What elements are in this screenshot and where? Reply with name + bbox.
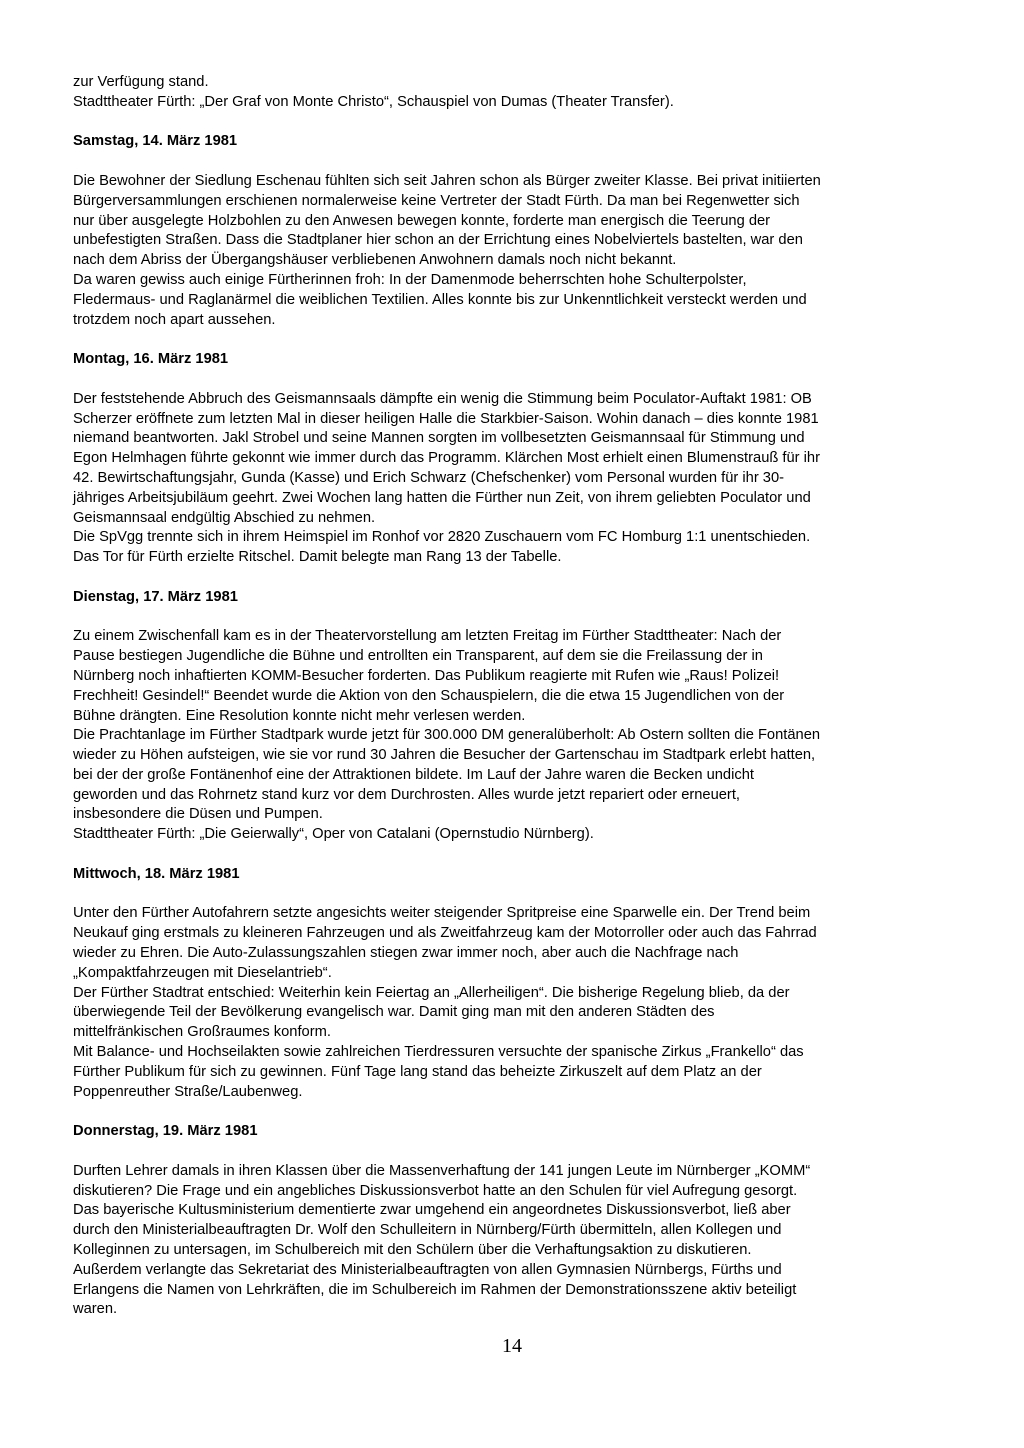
day-section	[73, 865, 969, 1103]
text-line: waren.	[73, 1301, 118, 1318]
paragraph	[73, 984, 969, 1043]
text-line: niemand beantworten. Jakl Strobel und seine Mannen sorgten im vollbesetzten Geismannsaal für Stimmung und	[73, 430, 805, 447]
text-line: Mit Balance- und Hochseilakten sowie zahlreichen Tierdressuren versuchte der spanische Zirkus „Frankello“ das	[73, 1044, 804, 1061]
paragraph	[73, 390, 969, 529]
text-line: nach dem Abriss der Übergangshäuser verbliebenen Anwohnern damals noch nicht bekannt.	[73, 252, 677, 269]
paragraph	[73, 172, 969, 271]
text-line: bei der der große Fontänenhof eine der Attraktionen bildete. Im Lauf der Jahre waren die Becken undicht	[73, 766, 754, 783]
text-line: geworden und das Rohrnetz stand kurz vor dem Durchrosten. Alles wurde jetzt repariert oder erneuert,	[73, 786, 740, 803]
text-line: Fledermaus- und Raglanärmel die weiblichen Textilien. Alles konnte bis zur Unkenntlichkeit versteckt werden und	[73, 291, 807, 308]
day-section	[73, 588, 969, 845]
text-line: Fürther Publikum für sich zu gewinnen. Fünf Tage lang stand das beheizte Zirkuszelt auf dem Platz an der	[73, 1063, 762, 1080]
section-heading: Donnerstag, 19. März 1981	[73, 1123, 258, 1140]
section-heading: Dienstag, 17. März 1981	[73, 588, 238, 605]
text-line: jähriges Arbeitsjubiläum geehrt. Zwei Wochen lang hatten die Fürther nun Zeit, von ihrem geliebten Poculator und	[73, 489, 811, 506]
text-line: Pause bestiegen Jugendliche die Bühne und entrollten ein Transparent, auf dem sie die Freilassung der in	[73, 648, 763, 665]
text-line: durch den Ministerialbeauftragten Dr. Wolf den Schulleitern in Nürnberg/Fürth übermitteln, allen Kollegen und	[73, 1222, 782, 1239]
paragraph	[73, 1162, 969, 1320]
text-line: Unter den Fürther Autofahrern setzte angesichts weiter steigender Spritpreise eine Sparwelle ein. Der Trend beim	[73, 905, 811, 922]
text-line: zur Verfügung stand.	[73, 74, 209, 90]
text-line: Der feststehende Abbruch des Geismannsaals dämpfte ein wenig die Stimmung beim Poculator-Auftakt 1981: OB	[73, 390, 812, 407]
day-section	[73, 350, 969, 568]
text-line: Die SpVgg trennte sich in ihrem Heimspiel im Ronhof vor 2820 Zuschauern vom FC Homburg 1:1 unentschieden.	[73, 529, 811, 546]
text-line: überwiegende Teil der Bevölkerung evangelisch war. Damit ging man mit den anderen Städten des	[73, 1004, 715, 1021]
paragraph	[73, 1043, 969, 1102]
text-line: trotzdem noch apart aussehen.	[73, 311, 276, 328]
text-line: Das bayerische Kultusministerium dementierte zwar umgehend ein angeordnetes Diskussionsverbot, ließ aber	[73, 1202, 791, 1219]
text-line: mittelfränkischen Großraumes konform.	[73, 1024, 331, 1041]
paragraph	[73, 528, 969, 568]
paragraph	[73, 627, 969, 726]
text-line: nur über ausgelegte Holzbohlen zu den Anwesen bewegen konnte, forderte man energisch die Teerung der	[73, 212, 771, 229]
paragraph	[73, 726, 969, 825]
page-number: 14	[502, 1335, 522, 1357]
text-line: Kolleginnen zu untersagen, im Schulbereich mit den Schülern über die Verhaftungsaktion zu diskutieren.	[73, 1242, 752, 1259]
text-line: Scherzer eröffnete zum letzten Mal in dieser heiligen Halle die Starkbier-Saison. Wohin danach – dies konnte 1981	[73, 410, 819, 427]
text-line: Bürgerversammlungen erschienen normalerweise keine Vertreter der Stadt Fürth. Da man bei Regenwetter sich	[73, 192, 800, 209]
text-line: Die Bewohner der Siedlung Eschenau fühlten sich seit Jahren schon als Bürger zweiter Klasse. Bei privat initiierten	[73, 172, 821, 189]
section-heading: Montag, 16. März 1981	[73, 351, 229, 368]
text-line: unbefestigten Straßen. Dass die Stadtplaner hier schon an der Errichtung eines Nobelviertels bastelten, war den	[73, 232, 803, 249]
paragraph	[73, 904, 969, 983]
paragraph	[73, 271, 969, 330]
text-line: Da waren gewiss auch einige Fürtherinnen froh: In der Damenmode beherrschten hohe Schulterpolster,	[73, 271, 747, 288]
text-line: Neukauf ging erstmals zu kleineren Fahrzeugen und als Zweitfahrzeug kam der Motorroller oder auch das Fahrrad	[73, 925, 817, 942]
text-line: Frechheit! Gesindel!“ Beendet wurde die Aktion von den Schauspielern, die die etwa 15 Jugendlichen von der	[73, 687, 785, 704]
text-line: wieder zu Höhen aufsteigen, wie sie vor rund 30 Jahren die Besucher der Gartenschau im Stadtpark erlebt hatten,	[73, 747, 816, 764]
document-content	[73, 73, 969, 1320]
section-heading: Mittwoch, 18. März 1981	[73, 865, 240, 882]
text-line: Stadttheater Fürth: „Der Graf von Monte Christo“, Schauspiel von Dumas (Theater Transfer).	[73, 93, 674, 110]
text-line: Zu einem Zwischenfall kam es in der Theatervorstellung am letzten Freitag im Fürther Stadttheater: Nach der	[73, 628, 782, 645]
text-line: Der Fürther Stadtrat entschied: Weiterhin kein Feiertag an „Allerheiligen“. Die bisherige Regelung blieb, da der	[73, 984, 790, 1001]
paragraph	[73, 825, 969, 845]
day-section	[73, 1122, 969, 1320]
text-line: Egon Helmhagen führte gekonnt wie immer durch das Programm. Klärchen Most erhielt einen Blumenstrauß für ihr	[73, 450, 820, 467]
day-section	[73, 132, 969, 330]
text-line: 42. Bewirtschaftungsjahr, Gunda (Kasse) und Erich Schwarz (Chefschenker) vom Personal wurden für ihr 30-	[73, 469, 785, 486]
text-line: „Kompaktfahrzeugen mit Dieselantrieb“.	[73, 964, 332, 981]
text-line: Stadttheater Fürth: „Die Geierwally“, Oper von Catalani (Opernstudio Nürnberg).	[73, 826, 594, 843]
text-line: Bühne drängten. Eine Resolution konnte nicht mehr verlesen werden.	[73, 707, 526, 724]
text-line: Poppenreuther Straße/Laubenweg.	[73, 1083, 303, 1100]
text-line: Nürnberg noch inhaftierten KOMM-Besucher forderten. Das Publikum reagierte mit Rufen wie „Raus! Polizei!	[73, 667, 780, 684]
text-line: insbesondere die Düsen und Pumpen.	[73, 806, 323, 823]
text-line: wieder zu Ehren. Die Auto-Zulassungszahlen stiegen zwar immer noch, aber auch die Nachfrage nach	[73, 945, 739, 962]
text-line: Erlangens die Namen von Lehrkräften, die im Schulbereich im Rahmen der Demonstrationsszene aktiv beteiligt	[73, 1281, 797, 1298]
text-line: Das Tor für Fürth erzielte Ritschel. Damit belegte man Rang 13 der Tabelle.	[73, 549, 562, 566]
text-line: Die Prachtanlage im Fürther Stadtpark wurde jetzt für 300.000 DM generalüberholt: Ab Ostern sollten die Fontänen	[73, 727, 821, 744]
text-line: Geismannsaal endgültig Abschied zu nehmen.	[73, 509, 376, 526]
section-heading: Samstag, 14. März 1981	[73, 133, 238, 150]
text-line: Außerdem verlangte das Sekretariat des Ministerialbeauftragten von allen Gymnasien Nürnbergs, Fürths und	[73, 1261, 782, 1278]
text-line: diskutieren? Die Frage und ein angebliches Diskussionsverbot hatte an den Schulen für viel Aufregung gesorgt.	[73, 1182, 798, 1199]
text-line: Durften Lehrer damals in ihren Klassen über die Massenverhaftung der 141 jungen Leute im Nürnberger „KOMM“	[73, 1162, 811, 1179]
